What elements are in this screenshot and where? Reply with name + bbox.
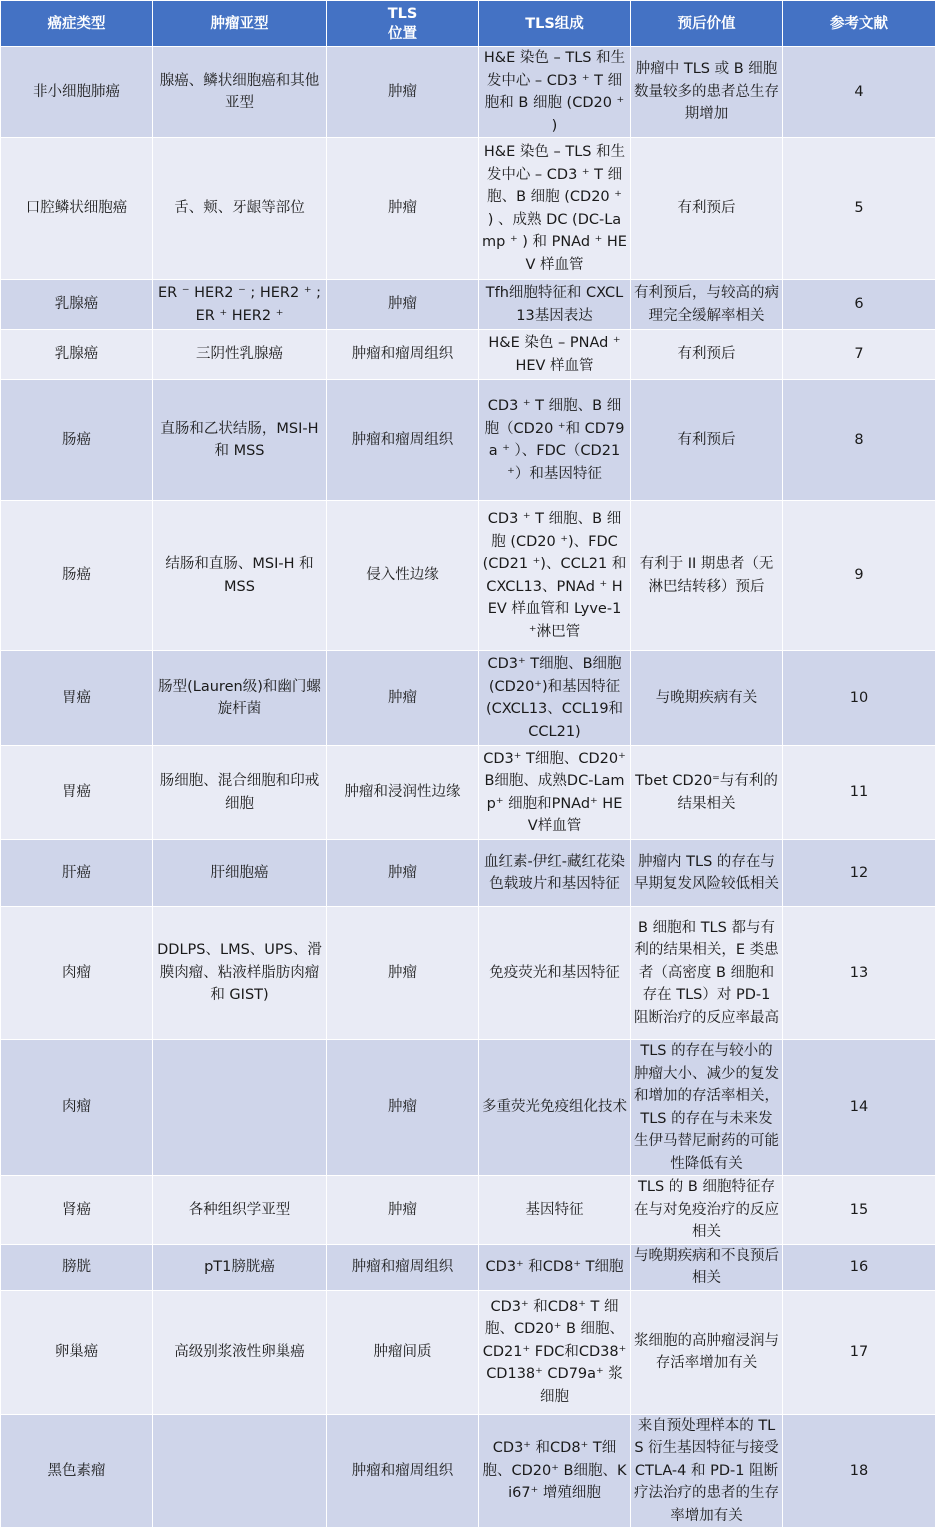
header-cancer-type: 癌症类型 [1, 1, 153, 47]
cell-tumor-subtype [153, 1040, 327, 1176]
cell-prognostic-value: 浆细胞的高肿瘤浸润与存活率增加有关 [631, 1290, 783, 1414]
table-row [1, 380, 935, 501]
cell-tls-composition: CD3 ⁺ T 细胞、B 细胞 (CD20 ⁺)、FDC (CD21 ⁺)、CCL21 和 CXCL13、PNAd ⁺ HEV 样血管和 Lyve-1 ⁺淋巴管 [479, 501, 631, 651]
cell-cancer-type: 肾癌 [1, 1176, 153, 1245]
table-header-row [1, 1, 935, 47]
cell-tls-composition: CD3⁺ 和CD8⁺ T 细胞、CD20⁺ B 细胞、CD21⁺ FDC和CD38⁺ CD138⁺ CD79a⁺ 浆细胞 [479, 1290, 631, 1414]
cell-reference: 4 [783, 47, 935, 138]
cell-tls-composition: H&E 染色 – PNAd ⁺ HEV 样血管 [479, 330, 631, 380]
header-tumor-subtype: 肿瘤亚型 [153, 1, 327, 47]
cell-cancer-type: 肝癌 [1, 840, 153, 907]
table-row [1, 907, 935, 1040]
cell-tumor-subtype: 肠细胞、混合细胞和印戒细胞 [153, 746, 327, 840]
cell-tls-composition: H&E 染色 – TLS 和生发中心 – CD3 ⁺ T 细胞、B 细胞 (CD20 ⁺ ) 、成熟 DC (DC-Lamp ⁺ ) 和 PNAd ⁺ HEV 样血管 [479, 138, 631, 280]
cell-cancer-type: 胃癌 [1, 651, 153, 746]
cell-tls-location: 肿瘤和瘤周组织 [327, 380, 479, 501]
cell-tumor-subtype: 各种组织学亚型 [153, 1176, 327, 1245]
cell-tls-location: 肿瘤和瘤周组织 [327, 1244, 479, 1290]
cell-reference: 5 [783, 138, 935, 280]
cell-tumor-subtype: ER ⁻ HER2 ⁻ ; HER2 ⁺ ; ER ⁺ HER2 ⁺ [153, 280, 327, 330]
cell-prognostic-value: TLS 的 B 细胞特征存在与对免疫治疗的反应相关 [631, 1176, 783, 1245]
cell-prognostic-value: 有利预后 [631, 138, 783, 280]
cell-reference: 6 [783, 280, 935, 330]
cell-cancer-type: 非小细胞肺癌 [1, 47, 153, 138]
table-row [1, 138, 935, 280]
table-row [1, 651, 935, 746]
table-row [1, 1040, 935, 1176]
cell-prognostic-value: B 细胞和 TLS 都与有利的结果相关，E 类患者（高密度 B 细胞和存在 TLS）对 PD-1 阻断治疗的反应率最高 [631, 907, 783, 1040]
cell-cancer-type: 肉瘤 [1, 907, 153, 1040]
cell-tls-location: 肿瘤和瘤周组织 [327, 1414, 479, 1528]
cell-cancer-type: 乳腺癌 [1, 330, 153, 380]
cell-prognostic-value: 有利于 II 期患者（无淋巴结转移）预后 [631, 501, 783, 651]
cell-cancer-type: 黑色素瘤 [1, 1414, 153, 1528]
cell-tls-location: 肿瘤 [327, 840, 479, 907]
cell-tls-composition: H&E 染色 – TLS 和生发中心 – CD3 ⁺ T 细胞和 B 细胞 (CD20 ⁺ ) [479, 47, 631, 138]
cell-tls-location: 肿瘤 [327, 651, 479, 746]
cell-cancer-type: 胃癌 [1, 746, 153, 840]
header-tls-composition: TLS组成 [479, 1, 631, 47]
cell-tumor-subtype [153, 1414, 327, 1528]
cell-cancer-type: 口腔鳞状细胞癌 [1, 138, 153, 280]
cell-reference: 11 [783, 746, 935, 840]
cell-reference: 7 [783, 330, 935, 380]
cell-reference: 13 [783, 907, 935, 1040]
cell-tls-location: 肿瘤 [327, 138, 479, 280]
cell-tumor-subtype: 结肠和直肠、MSI-H 和 MSS [153, 501, 327, 651]
cell-prognostic-value: 来自预处理样本的 TLS 衍生基因特征与接受 CTLA-4 和 PD-1 阻断疗法治疗的患者的生存率增加有关 [631, 1414, 783, 1528]
table-row [1, 1414, 935, 1528]
cell-reference: 14 [783, 1040, 935, 1176]
cell-tls-location: 侵入性边缘 [327, 501, 479, 651]
cell-reference: 18 [783, 1414, 935, 1528]
cell-tls-location: 肿瘤 [327, 1040, 479, 1176]
table-row [1, 501, 935, 651]
cell-tls-composition: 免疫荧光和基因特征 [479, 907, 631, 1040]
cell-tls-composition: CD3 ⁺ T 细胞、B 细胞（CD20 ⁺和 CD79a ⁺ ）、FDC（CD21 ⁺）和基因特征 [479, 380, 631, 501]
cell-cancer-type: 肠癌 [1, 380, 153, 501]
table-row [1, 1290, 935, 1414]
cell-prognostic-value: 肿瘤中 TLS 或 B 细胞数量较多的患者总生存期增加 [631, 47, 783, 138]
cell-reference: 16 [783, 1244, 935, 1290]
cell-tumor-subtype: 肠型(Lauren级)和幽门螺旋杆菌 [153, 651, 327, 746]
table-row [1, 47, 935, 138]
cell-tls-location: 肿瘤间质 [327, 1290, 479, 1414]
cell-tumor-subtype: 高级别浆液性卵巢癌 [153, 1290, 327, 1414]
cell-reference: 15 [783, 1176, 935, 1245]
cell-tls-composition: 多重荧光免疫组化技术 [479, 1040, 631, 1176]
header-reference: 参考文献 [783, 1, 935, 47]
cell-tls-composition: CD3⁺ T细胞、CD20⁺ B细胞、成熟DC-Lamp⁺ 细胞和PNAd⁺ HEV样血管 [479, 746, 631, 840]
cell-cancer-type: 乳腺癌 [1, 280, 153, 330]
cell-prognostic-value: 有利预后 [631, 380, 783, 501]
cell-tls-location: 肿瘤和浸润性边缘 [327, 746, 479, 840]
cell-tls-composition: 血红素-伊红-藏红花染色载玻片和基因特征 [479, 840, 631, 907]
cell-prognostic-value: Tbet CD20⁼与有利的结果相关 [631, 746, 783, 840]
cell-tls-composition: CD3⁺ 和CD8⁺ T细胞 [479, 1244, 631, 1290]
cell-tls-location: 肿瘤 [327, 1176, 479, 1245]
table-row [1, 1244, 935, 1290]
table-row [1, 1176, 935, 1245]
cell-tumor-subtype: 三阴性乳腺癌 [153, 330, 327, 380]
cell-prognostic-value: 与晚期疾病和不良预后相关 [631, 1244, 783, 1290]
cell-cancer-type: 肠癌 [1, 501, 153, 651]
cell-reference: 8 [783, 380, 935, 501]
cell-prognostic-value: 与晚期疾病有关 [631, 651, 783, 746]
cell-tls-composition: 基因特征 [479, 1176, 631, 1245]
table-row [1, 330, 935, 380]
header-prognostic-value: 预后价值 [631, 1, 783, 47]
cell-tls-location: 肿瘤 [327, 907, 479, 1040]
cell-tumor-subtype: 舌、颊、牙龈等部位 [153, 138, 327, 280]
cell-tumor-subtype: 肝细胞癌 [153, 840, 327, 907]
cell-prognostic-value: TLS 的存在与较小的肿瘤大小、减少的复发和增加的存活率相关，TLS 的存在与未来发生伊马替尼耐药的可能性降低有关 [631, 1040, 783, 1176]
cell-prognostic-value: 肿瘤内 TLS 的存在与早期复发风险较低相关 [631, 840, 783, 907]
cell-tls-location: 肿瘤和瘤周组织 [327, 330, 479, 380]
cell-reference: 10 [783, 651, 935, 746]
cell-tls-composition: CD3⁺ 和CD8⁺ T细胞、CD20⁺ B细胞、Ki67⁺ 增殖细胞 [479, 1414, 631, 1528]
table-row [1, 840, 935, 907]
cell-cancer-type: 肉瘤 [1, 1040, 153, 1176]
header-tls-location: TLS 位置 [327, 1, 479, 47]
cell-tls-location: 肿瘤 [327, 280, 479, 330]
cell-cancer-type: 卵巢癌 [1, 1290, 153, 1414]
cell-cancer-type: 膀胱 [1, 1244, 153, 1290]
table-row [1, 746, 935, 840]
cell-tumor-subtype: pT1膀胱癌 [153, 1244, 327, 1290]
cell-tumor-subtype: 直肠和乙状结肠，MSI-H 和 MSS [153, 380, 327, 501]
cell-tumor-subtype: DDLPS、LMS、UPS、滑膜肉瘤、粘液样脂肪肉瘤和 GIST) [153, 907, 327, 1040]
cell-tls-location: 肿瘤 [327, 47, 479, 138]
cell-tumor-subtype: 腺癌、鳞状细胞癌和其他亚型 [153, 47, 327, 138]
cell-tls-composition: Tfh细胞特征和 CXCL13基因表达 [479, 280, 631, 330]
cell-prognostic-value: 有利预后 [631, 330, 783, 380]
cell-prognostic-value: 有利预后，与较高的病理完全缓解率相关 [631, 280, 783, 330]
cell-reference: 17 [783, 1290, 935, 1414]
cell-reference: 12 [783, 840, 935, 907]
cell-tls-composition: CD3⁺ T细胞、B细胞 (CD20⁺)和基因特征 (CXCL13、CCL19和 CCL21) [479, 651, 631, 746]
cell-reference: 9 [783, 501, 935, 651]
table-row [1, 280, 935, 330]
